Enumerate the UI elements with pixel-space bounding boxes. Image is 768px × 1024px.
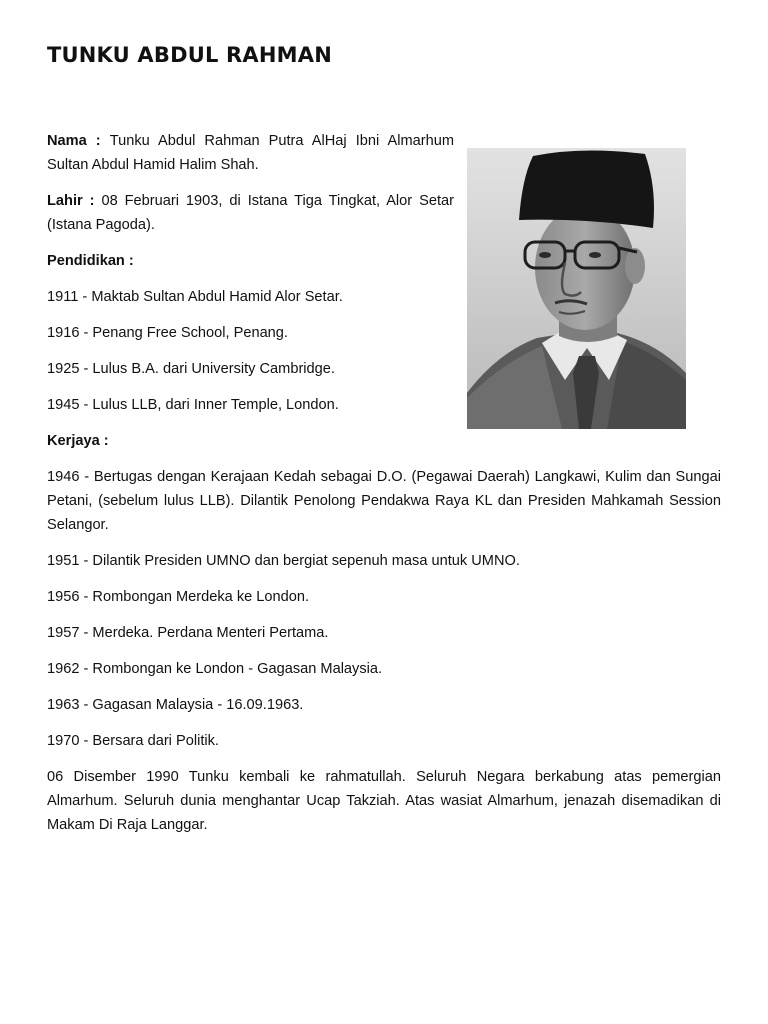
education-item: 1925 - Lulus B.A. dari University Cambridge.: [47, 361, 335, 377]
career-item: 1957 - Merdeka. Perdana Menteri Pertama.: [47, 625, 329, 641]
career-item: 1970 - Bersara dari Politik.: [47, 733, 219, 749]
name-label: Nama: [47, 133, 87, 149]
born-label: Lahir: [47, 193, 83, 209]
education-item: 1911 - Maktab Sultan Abdul Hamid Alor Setar.: [47, 289, 343, 305]
education-heading: Pendidikan :: [47, 253, 134, 269]
born-value: 08 Februari 1903, di Istana Tiga Tingkat, Alor Setar (Istana Pagoda).: [47, 193, 454, 233]
profile-section: [47, 129, 454, 429]
career-section: [47, 429, 721, 849]
born-separator: :: [82, 193, 102, 209]
name-line: [47, 129, 454, 177]
career-item: 1946 - Bertugas dengan Kerajaan Kedah sebagai D.O. (Pegawai Daerah) Langkawi, Kulim dan Sungai Petani, (sebelum lulus LLB). Dilantik Penolong Pendakwa Raya KL dan Presiden Mahkamah Session Selangor.: [47, 469, 721, 533]
name-separator: :: [86, 133, 110, 149]
closing-paragraph: 06 Disember 1990 Tunku kembali ke rahmatullah. Seluruh Negara berkabung atas pemergian Almarhum. Seluruh dunia menghantar Ucap Takziah. Atas wasiat Almarhum, jenazah disemadikan di Makam Di Raja Langgar.: [47, 769, 721, 833]
career-item: 1963 - Gagasan Malaysia - 16.09.1963.: [47, 697, 304, 713]
portrait-illustration: [467, 148, 686, 429]
career-item: 1956 - Rombongan Merdeka ke London.: [47, 589, 310, 605]
career-item: 1962 - Rombongan ke London - Gagasan Malaysia.: [47, 661, 383, 677]
page-title: TUNKU ABDUL RAHMAN: [47, 43, 332, 67]
education-item: 1916 - Penang Free School, Penang.: [47, 325, 288, 341]
career-item: 1951 - Dilantik Presiden UMNO dan bergiat sepenuh masa untuk UMNO.: [47, 553, 520, 569]
education-item: 1945 - Lulus LLB, dari Inner Temple, London.: [47, 397, 339, 413]
career-heading: Kerjaya :: [47, 433, 109, 449]
name-value: Tunku Abdul Rahman Putra AlHaj Ibni Almarhum Sultan Abdul Hamid Halim Shah.: [47, 133, 454, 173]
portrait-photo: [467, 148, 686, 429]
born-line: [47, 189, 454, 237]
